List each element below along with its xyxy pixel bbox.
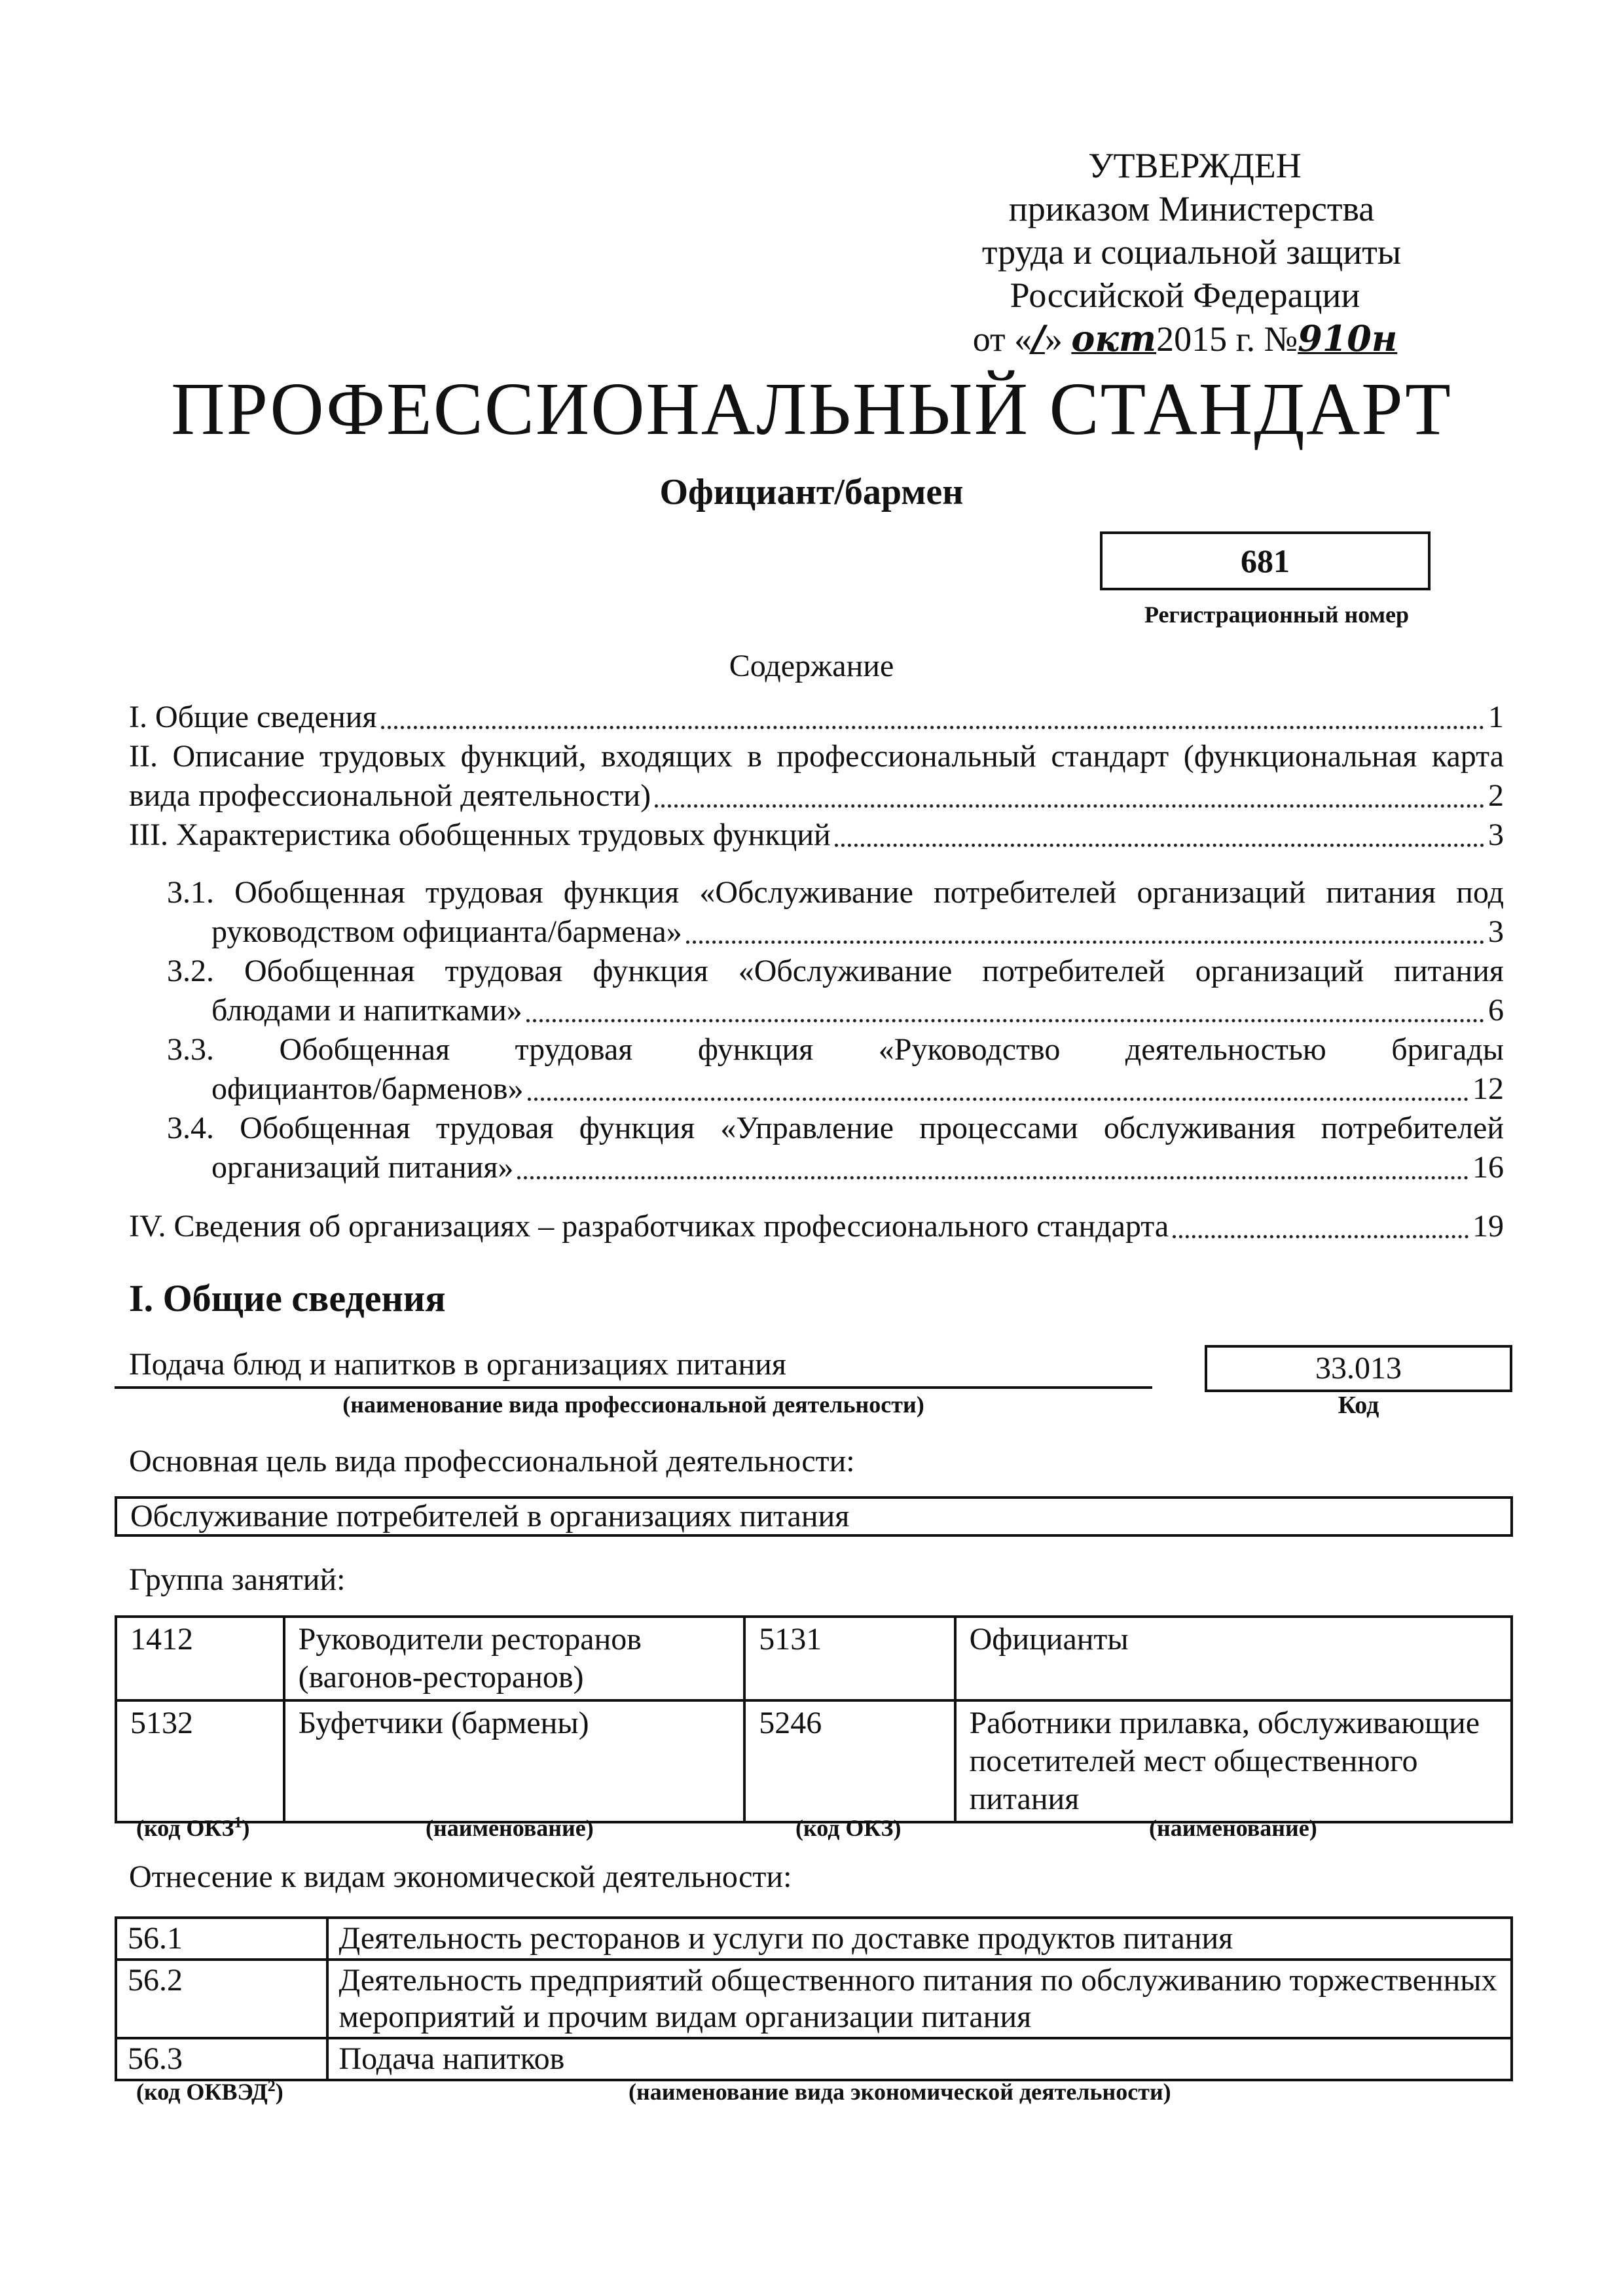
approval-block [845,144,1499,361]
okved-code-caption-text: (код ОКВЭД [136,2079,268,2105]
goal-box: Обслуживание потребителей в организациях питания [115,1496,1513,1537]
occupation-group-table [115,1615,1513,1823]
approval-line-3: труда и социальной защиты [981,232,1402,272]
table-row [116,2038,1512,2080]
toc-item-text-cont: официантов/барменов» [211,1071,524,1106]
goal-label: Основная цель вида профессиональной деятельности: [129,1444,855,1479]
footnote-mark[interactable]: 2 [267,2078,276,2095]
toc-item[interactable] [129,737,1504,816]
toc-item-text: II. Описание трудовых функций, входящих в профессиональный стандарт (функциональная карта [129,739,1504,774]
okved-name-cell: Деятельность предприятий общественного питания по обслуживанию торжественных мероприятий и прочим видам организации питания [327,1960,1512,2038]
okved-name-caption: (наименование вида экономической деятельности) [629,2079,1171,2105]
okz-name-cell: Официанты [955,1617,1512,1700]
okved-name-cell: Деятельность ресторанов и услуги по доставке продуктов питания [327,1918,1512,1960]
okz-code-caption-2: (код ОКЗ) [795,1815,902,1841]
okved-label: Отнесение к видам экономической деятельности: [129,1859,792,1894]
toc-item-text-cont: организаций питания» [211,1150,514,1185]
table-row [116,1960,1512,2038]
okved-table [115,1916,1513,2081]
footnote-mark[interactable]: 1 [234,1814,242,1831]
table-row [116,1700,1512,1822]
okz-code-cell: 1412 [116,1617,284,1700]
okz-code-caption-text: (код ОКЗ [136,1815,234,1841]
toc-item-text-cont: руководством официанта/бармена» [211,914,682,949]
toc-item-page: 1 [1488,700,1504,734]
toc-heading: Содержание [729,649,894,683]
toc-item-page: 2 [1488,778,1504,813]
okz-code-cell: 5131 [744,1617,955,1700]
activity-code-box: 33.013 [1205,1345,1512,1392]
toc-item-text: I. Общие сведения [129,700,377,734]
okved-code-cell: 56.1 [116,1918,327,1960]
toc-item[interactable] [129,1109,1504,1187]
okved-code-caption [136,2078,283,2106]
date-prefix: от « [972,319,1032,359]
okz-code-caption [136,1814,250,1842]
approval-line-1: УТВЕРЖДЕН [1088,146,1302,185]
toc-item-page: 3 [1488,914,1504,949]
date-year: 2015 г. № [1156,319,1298,359]
order-number: 910н [1298,317,1398,359]
toc-item-page: 6 [1488,993,1504,1028]
okved-code-caption-end: ) [275,2079,283,2105]
activity-caption: (наименование вида профессиональной деятельности) [342,1391,924,1418]
toc-item-text-cont: вида профессиональной деятельности) [129,778,651,813]
okz-name-cell: Буфетчики (бармены) [284,1700,745,1822]
table-row [116,1918,1512,1960]
okved-code-cell: 56.2 [116,1960,327,2038]
toc-item[interactable] [129,952,1504,1030]
toc-item-page: 16 [1472,1150,1504,1185]
registration-number-label: Регистрационный номер [1144,601,1410,628]
activity-name: Подача блюд и напитков в организациях питания [129,1347,786,1382]
okz-code-cell: 5246 [744,1700,955,1822]
registration-number-box: 681 [1100,531,1431,590]
activity-underline [115,1386,1152,1389]
toc-item[interactable] [129,816,1504,855]
activity-code-caption: Код [1338,1391,1379,1419]
date-mid: » [1044,319,1063,359]
toc-item-page: 19 [1472,1209,1504,1244]
okz-name-cell: Руководители ресторанов (вагонов-ресторанов) [284,1617,745,1700]
date-month: окт [1071,317,1157,359]
toc-item[interactable] [129,698,1504,737]
okz-code-cell: 5132 [116,1700,284,1822]
toc-item-page: 3 [1488,817,1504,852]
toc-item-text: 3.3. Обобщенная трудовая функция «Руководство деятельностью бригады [167,1032,1504,1067]
okved-name-cell: Подача напитков [327,2038,1512,2080]
toc-item[interactable] [129,1207,1504,1246]
section-heading: I. Общие сведения [129,1277,446,1319]
document-title: ПРОФЕССИОНАЛЬНЫЙ СТАНДАРТ [171,367,1452,450]
toc-item[interactable] [129,1030,1504,1109]
document-subtitle: Официант/бармен [659,472,964,512]
approval-line-2: приказом Министерства [1008,189,1375,228]
toc-item-text: III. Характеристика обобщенных трудовых функций [129,817,831,852]
toc-item-page: 12 [1472,1071,1504,1106]
table-of-contents [129,698,1504,1246]
toc-item-text: IV. Сведения об организациях – разработчиках профессионального стандарта [129,1209,1169,1244]
okz-name-caption: (наименование) [426,1815,594,1841]
occupation-group-label: Группа занятий: [129,1562,346,1597]
okz-name-cell: Работники прилавка, обслуживающие посетителей мест общественного питания [955,1700,1512,1822]
toc-item[interactable] [129,873,1504,952]
okz-name-caption-2: (наименование) [1149,1815,1317,1841]
date-day: / [1032,317,1045,359]
toc-item-text: 3.2. Обобщенная трудовая функция «Обслуживание потребителей организаций питания [167,954,1504,988]
okved-code-cell: 56.3 [116,2038,327,2080]
table-row [116,1617,1512,1700]
approval-line-4: Российской Федерации [1010,276,1360,315]
toc-item-text-cont: блюдами и напитками» [211,993,522,1028]
toc-item-text: 3.4. Обобщенная трудовая функция «Управление процессами обслуживания потребителей [167,1111,1504,1145]
approval-date-line [845,317,1499,361]
okz-code-caption-end: ) [242,1815,250,1841]
toc-item-text: 3.1. Обобщенная трудовая функция «Обслуживание потребителей организаций питания под [167,875,1504,910]
